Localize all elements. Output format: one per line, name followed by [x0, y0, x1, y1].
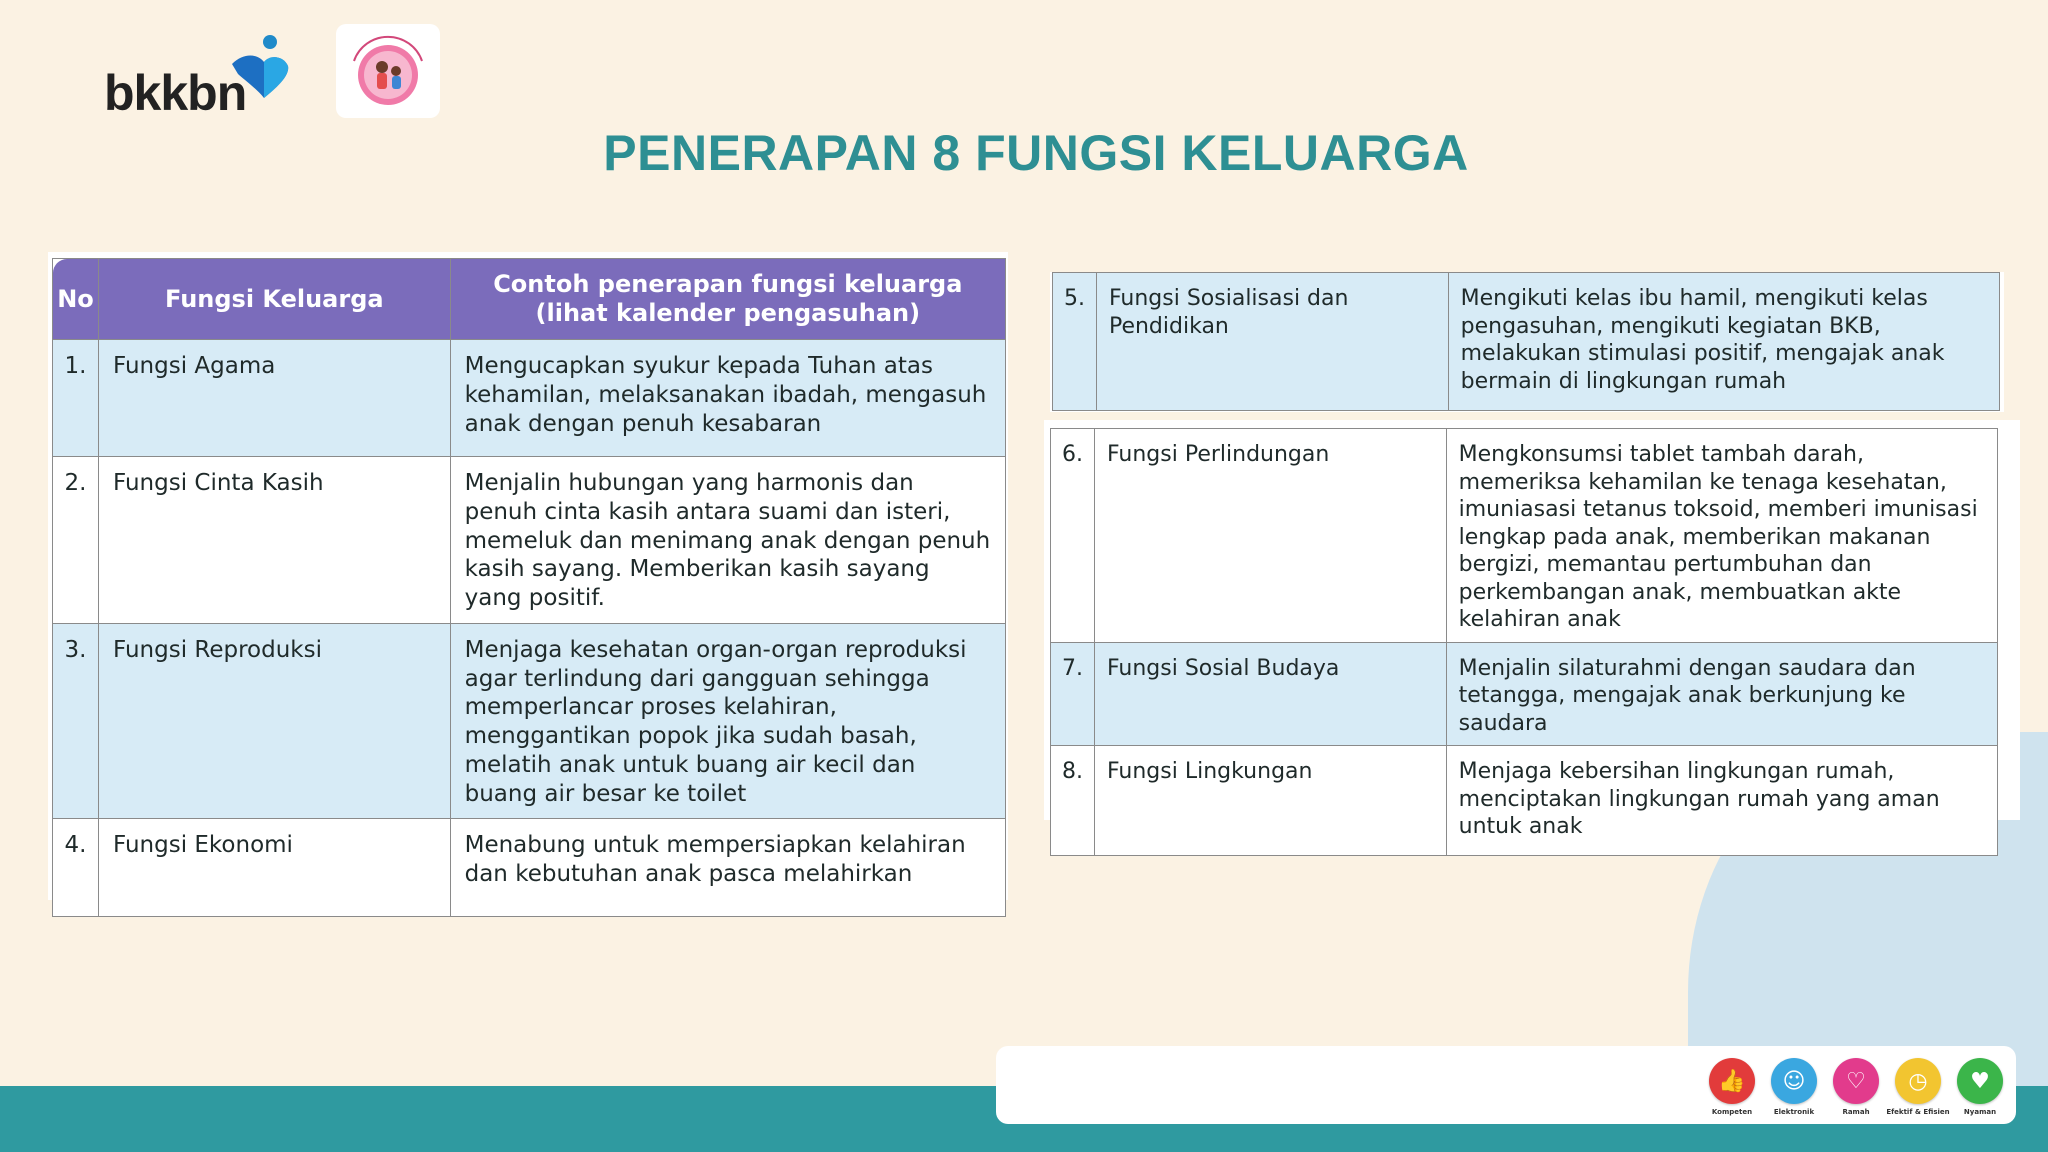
row-number: 4. — [53, 819, 99, 917]
header-no: No — [53, 259, 99, 340]
table-row — [53, 457, 1006, 624]
badge-ramah — [1830, 1058, 1882, 1116]
header-contoh-line2: (lihat kalender pengasuhan) — [535, 299, 921, 327]
header-fungsi: Fungsi Keluarga — [98, 259, 450, 340]
table-row — [53, 340, 1006, 457]
row-number: 8. — [1051, 746, 1095, 856]
badge-label: Elektronik — [1773, 1108, 1815, 1116]
row-function: Fungsi Sosial Budaya — [1094, 642, 1446, 746]
badge-label: Efektif & Efisien — [1886, 1108, 1950, 1116]
row-function: Fungsi Agama — [98, 340, 450, 457]
badge-label: Kompeten — [1711, 1108, 1753, 1116]
logo-text: bkkbn — [104, 65, 247, 121]
clock-icon: ◷ — [1895, 1058, 1941, 1104]
row-example: Mengucapkan syukur kepada Tuhan atas kehamilan, melaksanakan ibadah, mengasuh anak dengan penuh kesabaran — [450, 340, 1005, 457]
logo-mark-icon — [224, 34, 296, 104]
table-row — [1051, 429, 1998, 643]
row-example: Menjalin hubungan yang harmonis dan penuh cinta kasih antara suami dan isteri, memeluk dan menimang anak dengan penuh kasih sayang. Memberikan kasih sayang yang positif. — [450, 457, 1005, 624]
campaign-badge-icon — [344, 31, 432, 111]
heart-icon: ♥ — [1957, 1058, 2003, 1104]
row-example: Menjaga kebersihan lingkungan rumah, menciptakan lingkungan rumah yang aman untuk anak — [1446, 746, 1997, 856]
family-function-table-right-top — [1052, 272, 2000, 411]
service-values-badges — [1706, 1058, 2006, 1116]
row-function: Fungsi Reproduksi — [98, 623, 450, 819]
table-row — [1053, 273, 2000, 411]
page-title: PENERAPAN 8 FUNGSI KELUARGA — [603, 125, 1469, 181]
left-table-card — [48, 252, 1008, 900]
right-table-card-bottom — [1044, 420, 2020, 839]
row-function: Fungsi Perlindungan — [1094, 429, 1446, 643]
row-number: 7. — [1051, 642, 1095, 746]
row-function: Fungsi Cinta Kasih — [98, 457, 450, 624]
badge-kompeten — [1706, 1058, 1758, 1116]
badge-label: Ramah — [1842, 1108, 1870, 1116]
row-example: Menabung untuk mempersiapkan kelahiran dan kebutuhan anak pasca melahirkan — [450, 819, 1005, 917]
family-function-table-left — [52, 258, 1006, 917]
badge-nyaman — [1954, 1058, 2006, 1116]
row-function: Fungsi Sosialisasi dan Pendidikan — [1096, 273, 1448, 411]
row-example: Menjaga kesehatan organ-organ reproduksi agar terlindung dari gangguan sehingga memperlancar proses kelahiran, menggantikan popok jika sudah basah, melatih anak untuk buang air kecil dan buang air besar ke toilet — [450, 623, 1005, 819]
badge-elektronik — [1768, 1058, 1820, 1116]
stunting-campaign-logo — [336, 24, 440, 118]
right-table-card-top — [1050, 272, 2004, 412]
table-row — [53, 623, 1006, 819]
thumbs-up-icon: 👍 — [1709, 1058, 1755, 1104]
table-row — [1051, 746, 1998, 856]
row-function: Fungsi Ekonomi — [98, 819, 450, 917]
badge-label: Nyaman — [1963, 1108, 1997, 1116]
row-example: Menjalin silaturahmi dengan saudara dan tetangga, mengajak anak berkunjung ke saudara — [1446, 642, 1997, 746]
table-row — [1051, 642, 1998, 746]
row-example: Mengkonsumsi tablet tambah darah, memeriksa kehamilan ke tenaga kesehatan, imuniasasi tetanus toksoid, memberi imunisasi lengkap pada anak, memberikan makanan bergizi, memantau pertumbuhan dan perkembangan anak, membuatkan akte kelahiran anak — [1446, 429, 1997, 643]
heart-hand-icon: ♡ — [1833, 1058, 1879, 1104]
row-number: 1. — [53, 340, 99, 457]
user-icon: ☺ — [1771, 1058, 1817, 1104]
header-contoh — [450, 259, 1005, 340]
bkkbn-logo — [104, 34, 294, 121]
header-contoh-line1: Contoh penerapan fungsi keluarga — [493, 270, 963, 299]
row-number: 5. — [1053, 273, 1097, 411]
row-function: Fungsi Lingkungan — [1094, 746, 1446, 856]
row-number: 3. — [53, 623, 99, 819]
table-header-row — [53, 259, 1006, 340]
table-row — [53, 819, 1006, 917]
row-number: 2. — [53, 457, 99, 624]
row-number: 6. — [1051, 429, 1095, 643]
badge-efektif-efisien — [1886, 1058, 1950, 1116]
family-function-table-right-bottom — [1050, 428, 1998, 856]
row-example: Mengikuti kelas ibu hamil, mengikuti kelas pengasuhan, mengikuti kegiatan BKB, melakukan stimulasi positif, mengajak anak bermain di lingkungan rumah — [1448, 273, 1999, 411]
